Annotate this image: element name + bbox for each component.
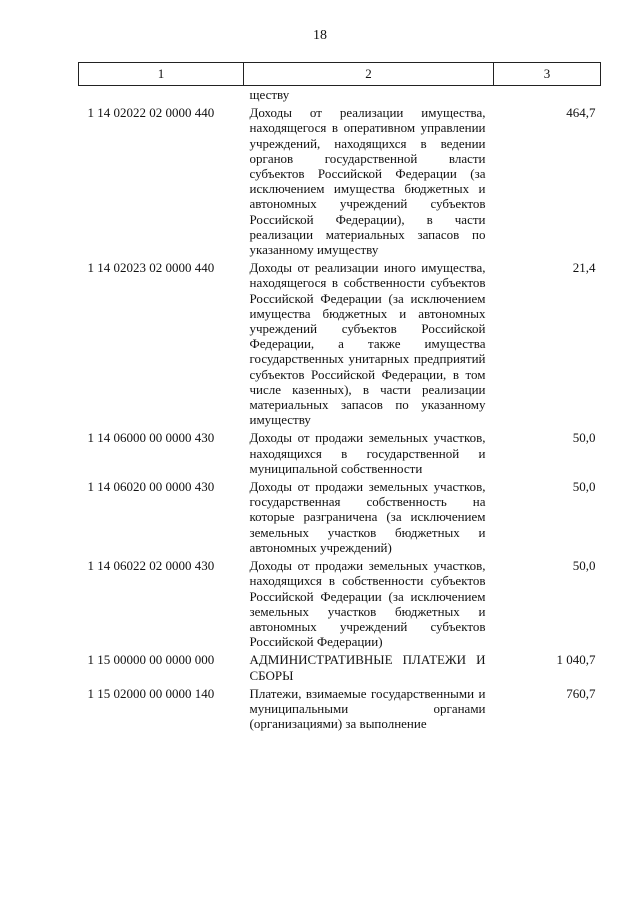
column-header-3: 3 bbox=[494, 63, 601, 86]
row-description: Доходы от продажи земельных участков, находящихся в собственности субъектов Российской Федерации (за исключением земельных участков бюджетных и автономных учреждений субъектов Российской Федерации) bbox=[249, 558, 486, 650]
row-code: 1 14 06000 00 0000 430 bbox=[87, 430, 215, 446]
row-code: 1 14 06022 02 0000 430 bbox=[87, 558, 215, 574]
column-header-2: 2 bbox=[244, 63, 494, 86]
table-row bbox=[79, 105, 601, 260]
row-amount: 760,7 bbox=[566, 685, 596, 701]
row-description: АДМИНИСТРАТИВНЫЕ ПЛАТЕЖИ И СБОРЫ bbox=[249, 652, 486, 683]
row-code: 1 15 02000 00 0000 140 bbox=[87, 685, 215, 701]
table-row bbox=[79, 652, 601, 685]
row-code: 1 14 06020 00 0000 430 bbox=[87, 479, 215, 495]
table-row bbox=[79, 430, 601, 479]
row-amount: 50,0 bbox=[572, 558, 596, 574]
row-description: Доходы от реализации иного имущества, находящегося в собственности субъектов Российской Федерации (за исключением имущества бюджетных и автономных учреждений субъектов Российской Федерации, а также имущества государственных унитарных предприятий субъектов Российской Федерации, в том числе казенных), в части реализации материальных запасов по указанному имуществу bbox=[249, 260, 486, 428]
row-amount: 50,0 bbox=[572, 430, 596, 446]
column-header-1: 1 bbox=[79, 63, 244, 86]
row-description: Доходы от продажи земельных участков, государственная собственность на которые разграничена (за исключением земельных участков бюджетных и автономных учреждений) bbox=[249, 479, 486, 555]
table-row bbox=[79, 260, 601, 430]
table-row bbox=[79, 686, 601, 735]
row-description: Платежи, взимаемые государственными и муниципальными органами (организациями) за выполнение bbox=[249, 685, 486, 732]
row-amount: 1 040,7 bbox=[556, 652, 596, 668]
row-amount: 464,7 bbox=[566, 105, 596, 121]
page-number: 18 bbox=[313, 28, 327, 43]
revenue-table bbox=[78, 62, 601, 734]
row-amount: 21,4 bbox=[572, 260, 596, 276]
row-description: Доходы от реализации имущества, находящегося в оперативном управлении учреждений, находящихся в ведении органов государственной власти субъектов Российской Федерации (за исключением имущества бюджетных и автономных учреждений субъектов Российской Федерации), в части реализации материальных запасов по указанному имуществу bbox=[249, 105, 486, 258]
row-description: Доходы от продажи земельных участков, находящихся в государственной и муниципальной собственности bbox=[249, 430, 486, 476]
continuation-row bbox=[79, 86, 601, 106]
row-amount: 50,0 bbox=[572, 479, 596, 495]
row-code: 1 14 02022 02 0000 440 bbox=[87, 105, 215, 121]
row-code: 1 14 02023 02 0000 440 bbox=[87, 260, 215, 276]
table-row bbox=[79, 479, 601, 558]
continuation-text: ществу bbox=[249, 87, 290, 102]
row-code: 1 15 00000 00 0000 000 bbox=[87, 652, 215, 668]
table-row bbox=[79, 558, 601, 652]
table-header bbox=[79, 63, 601, 86]
